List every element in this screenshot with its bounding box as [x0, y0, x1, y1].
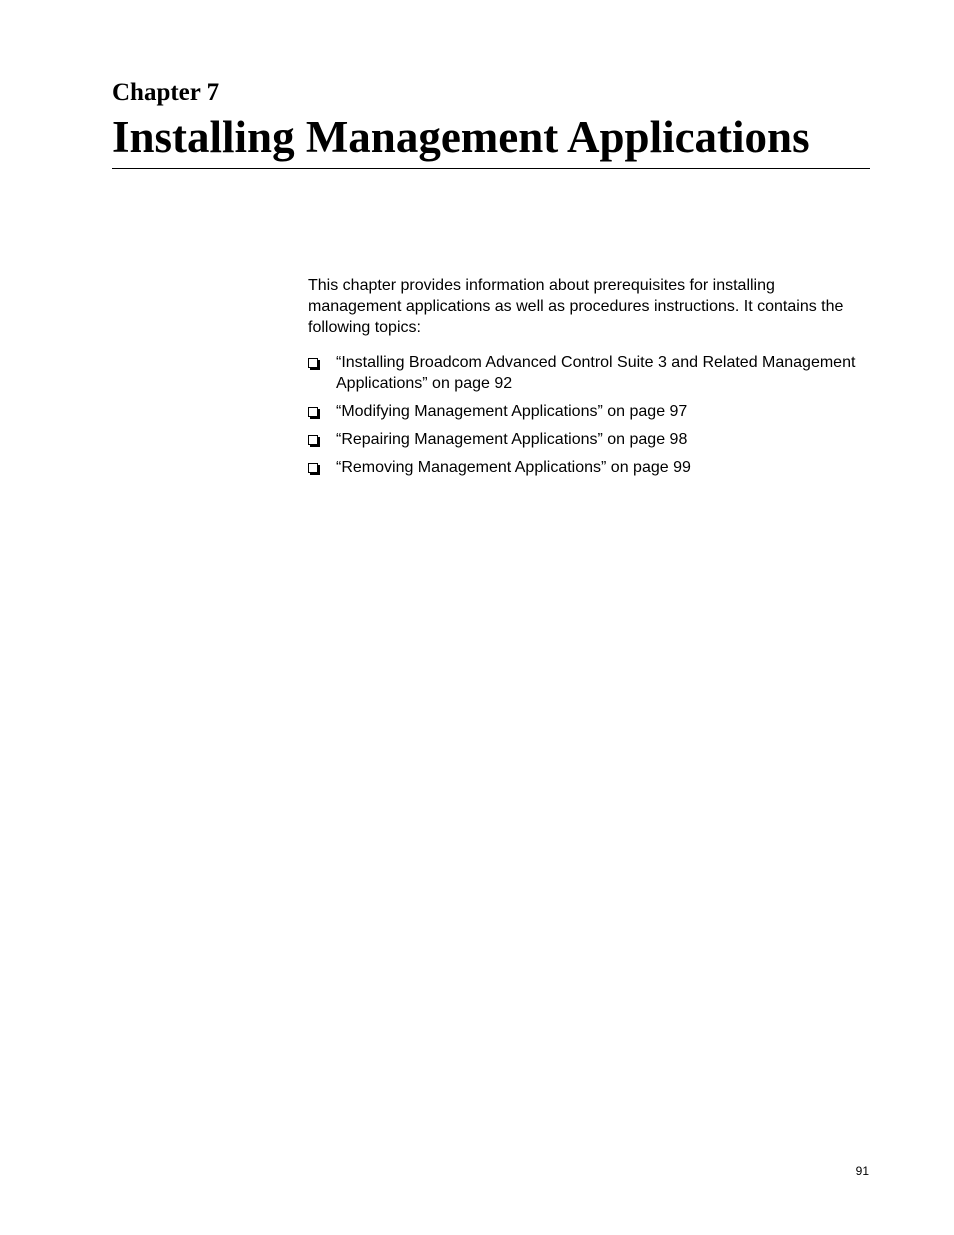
- checkbox-bullet-icon: [308, 407, 318, 417]
- checkbox-bullet-icon: [308, 463, 318, 473]
- topic-list: [308, 352, 868, 485]
- checkbox-bullet-icon: [308, 435, 318, 445]
- topic-item[interactable]: [308, 429, 868, 450]
- chapter-title: Installing Management Applications: [112, 112, 810, 162]
- title-rule: [112, 168, 870, 169]
- topic-item[interactable]: [308, 401, 868, 422]
- page-number: 91: [855, 1164, 869, 1178]
- topic-link[interactable]: “Modifying Management Applications” on page 97: [336, 403, 688, 420]
- intro-paragraph: This chapter provides information about prerequisites for installing management applications as well as procedures instructions. It contains the following topics:: [308, 277, 844, 336]
- topic-item[interactable]: [308, 457, 868, 478]
- checkbox-bullet-icon: [308, 358, 318, 368]
- topic-link[interactable]: “Removing Management Applications” on page 99: [336, 459, 691, 476]
- topic-link[interactable]: “Repairing Management Applications” on page 98: [336, 431, 688, 448]
- chapter-label: Chapter 7: [112, 79, 220, 106]
- topic-item[interactable]: [308, 352, 868, 394]
- topic-link[interactable]: “Installing Broadcom Advanced Control Suite 3 and Related Management Applications” on page 92: [336, 354, 856, 392]
